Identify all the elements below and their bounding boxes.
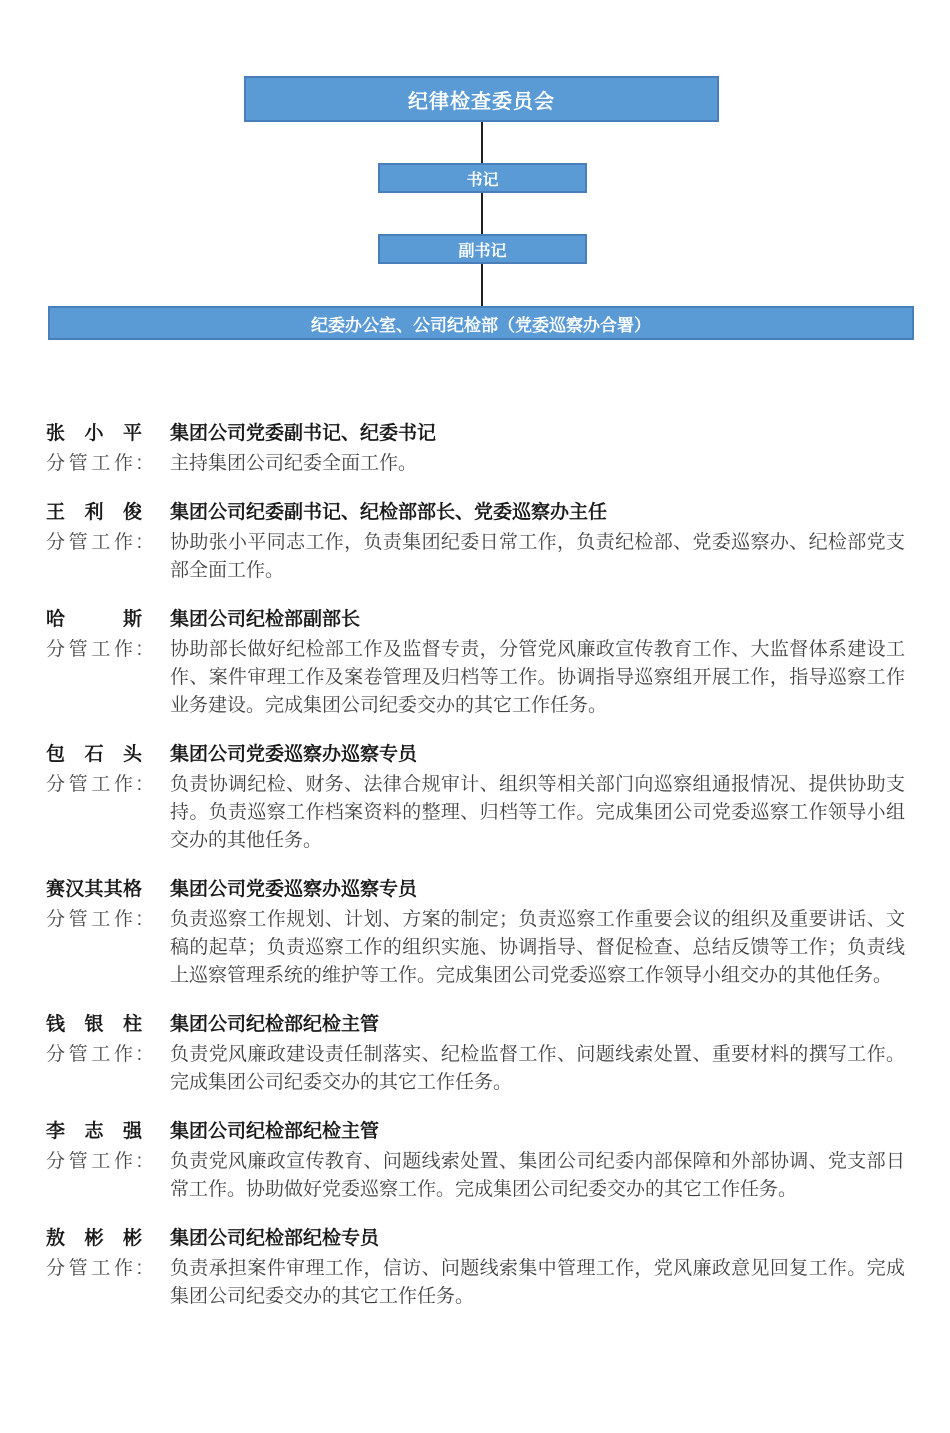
org-node-deputy-secretary: 副书记 xyxy=(378,234,587,264)
person-head-row xyxy=(46,1118,905,1146)
duty-label: 分管工作: xyxy=(46,1258,142,1279)
person-title: 集团公司纪检部纪检专员 xyxy=(170,1228,380,1249)
connector-line-3 xyxy=(481,264,483,306)
duty-description: 协助张小平同志工作，负责集团纪委日常工作，负责纪检部、党委巡察办、纪检部党支部全面工作。 xyxy=(170,532,905,581)
person-name: 敖彬彬 xyxy=(46,1228,142,1249)
person-entry xyxy=(46,606,905,720)
person-duty-row xyxy=(46,1148,905,1204)
person-name: 李志强 xyxy=(46,1121,142,1142)
duty-label: 分管工作: xyxy=(46,774,142,795)
duty-label: 分管工作: xyxy=(46,639,142,660)
person-title: 集团公司党委巡察办巡察专员 xyxy=(170,879,418,900)
duty-description: 负责承担案件审理工作，信访、问题线索集中管理工作，党风廉政意见回复工作。完成集团公司纪委交办的其它工作任务。 xyxy=(170,1258,905,1307)
duty-label: 分管工作: xyxy=(46,1151,142,1172)
person-head-row xyxy=(46,1225,905,1253)
person-name: 钱银柱 xyxy=(46,1014,142,1035)
person-name: 哈斯 xyxy=(46,609,142,630)
person-name: 包石头 xyxy=(46,744,142,765)
connector-line-2 xyxy=(481,193,483,234)
person-duty-row xyxy=(46,1041,905,1097)
personnel-list xyxy=(46,420,905,1311)
duty-label: 分管工作: xyxy=(46,909,142,930)
connector-line-1 xyxy=(481,122,483,163)
person-name: 赛汉其其格 xyxy=(46,879,142,900)
person-duty-row xyxy=(46,1255,905,1311)
duty-description: 负责党风廉政宣传教育、问题线索处置、集团公司纪委内部保障和外部协调、党支部日常工作。协助做好党委巡察工作。完成集团公司纪委交办的其它工作任务。 xyxy=(170,1151,905,1200)
person-entry xyxy=(46,1011,905,1097)
person-name: 王利俊 xyxy=(46,502,142,523)
person-duty-row xyxy=(46,450,905,478)
person-title: 集团公司纪检部纪检主管 xyxy=(170,1121,380,1142)
duty-description: 负责协调纪检、财务、法律合规审计、组织等相关部门向巡察组通报情况、提供协助支持。负责巡察工作档案资料的整理、归档等工作。完成集团公司党委巡察工作领导小组交办的其他任务。 xyxy=(170,774,905,851)
duty-description: 负责巡察工作规划、计划、方案的制定；负责巡察工作重要会议的组织及重要讲话、文稿的起草；负责巡察工作的组织实施、协调指导、督促检查、总结反馈等工作；负责线上巡察管理系统的维护等工作。完成集团公司党委巡察工作领导小组交办的其他任务。 xyxy=(170,909,905,986)
person-name: 张小平 xyxy=(46,423,142,444)
person-title: 集团公司党委副书记、纪委书记 xyxy=(170,423,437,444)
person-title: 集团公司纪检部副部长 xyxy=(170,609,361,630)
person-title: 集团公司党委巡察办巡察专员 xyxy=(170,744,418,765)
person-head-row xyxy=(46,1011,905,1039)
person-entry xyxy=(46,741,905,855)
duty-label: 分管工作: xyxy=(46,532,142,553)
person-entry xyxy=(46,499,905,585)
person-head-row xyxy=(46,420,905,448)
person-head-row xyxy=(46,741,905,769)
person-duty-row xyxy=(46,529,905,585)
org-node-secretary: 书记 xyxy=(378,163,587,193)
org-node-office-bar: 纪委办公室、公司纪检部（党委巡察办合署） xyxy=(48,306,914,340)
org-chart xyxy=(0,0,950,360)
person-title: 集团公司纪委副书记、纪检部部长、党委巡察办主任 xyxy=(170,502,608,523)
person-entry xyxy=(46,420,905,478)
person-entry xyxy=(46,1225,905,1311)
duty-label: 分管工作: xyxy=(46,1044,142,1065)
person-duty-row xyxy=(46,906,905,990)
person-head-row xyxy=(46,499,905,527)
person-duty-row xyxy=(46,771,905,855)
person-head-row xyxy=(46,606,905,634)
duty-description: 主持集团公司纪委全面工作。 xyxy=(170,453,418,474)
org-node-committee: 纪律检查委员会 xyxy=(244,76,719,122)
person-title: 集团公司纪检部纪检主管 xyxy=(170,1014,380,1035)
person-duty-row xyxy=(46,636,905,720)
person-entry xyxy=(46,1118,905,1204)
person-head-row xyxy=(46,876,905,904)
person-entry xyxy=(46,876,905,990)
duty-label: 分管工作: xyxy=(46,453,142,474)
duty-description: 负责党风廉政建设责任制落实、纪检监督工作、问题线索处置、重要材料的撰写工作。完成集团公司纪委交办的其它工作任务。 xyxy=(170,1044,905,1093)
duty-description: 协助部长做好纪检部工作及监督专责，分管党风廉政宣传教育工作、大监督体系建设工作、案件审理工作及案卷管理及归档等工作。协调指导巡察组开展工作，指导巡察工作业务建设。完成集团公司纪委交办的其它工作任务。 xyxy=(170,639,905,716)
